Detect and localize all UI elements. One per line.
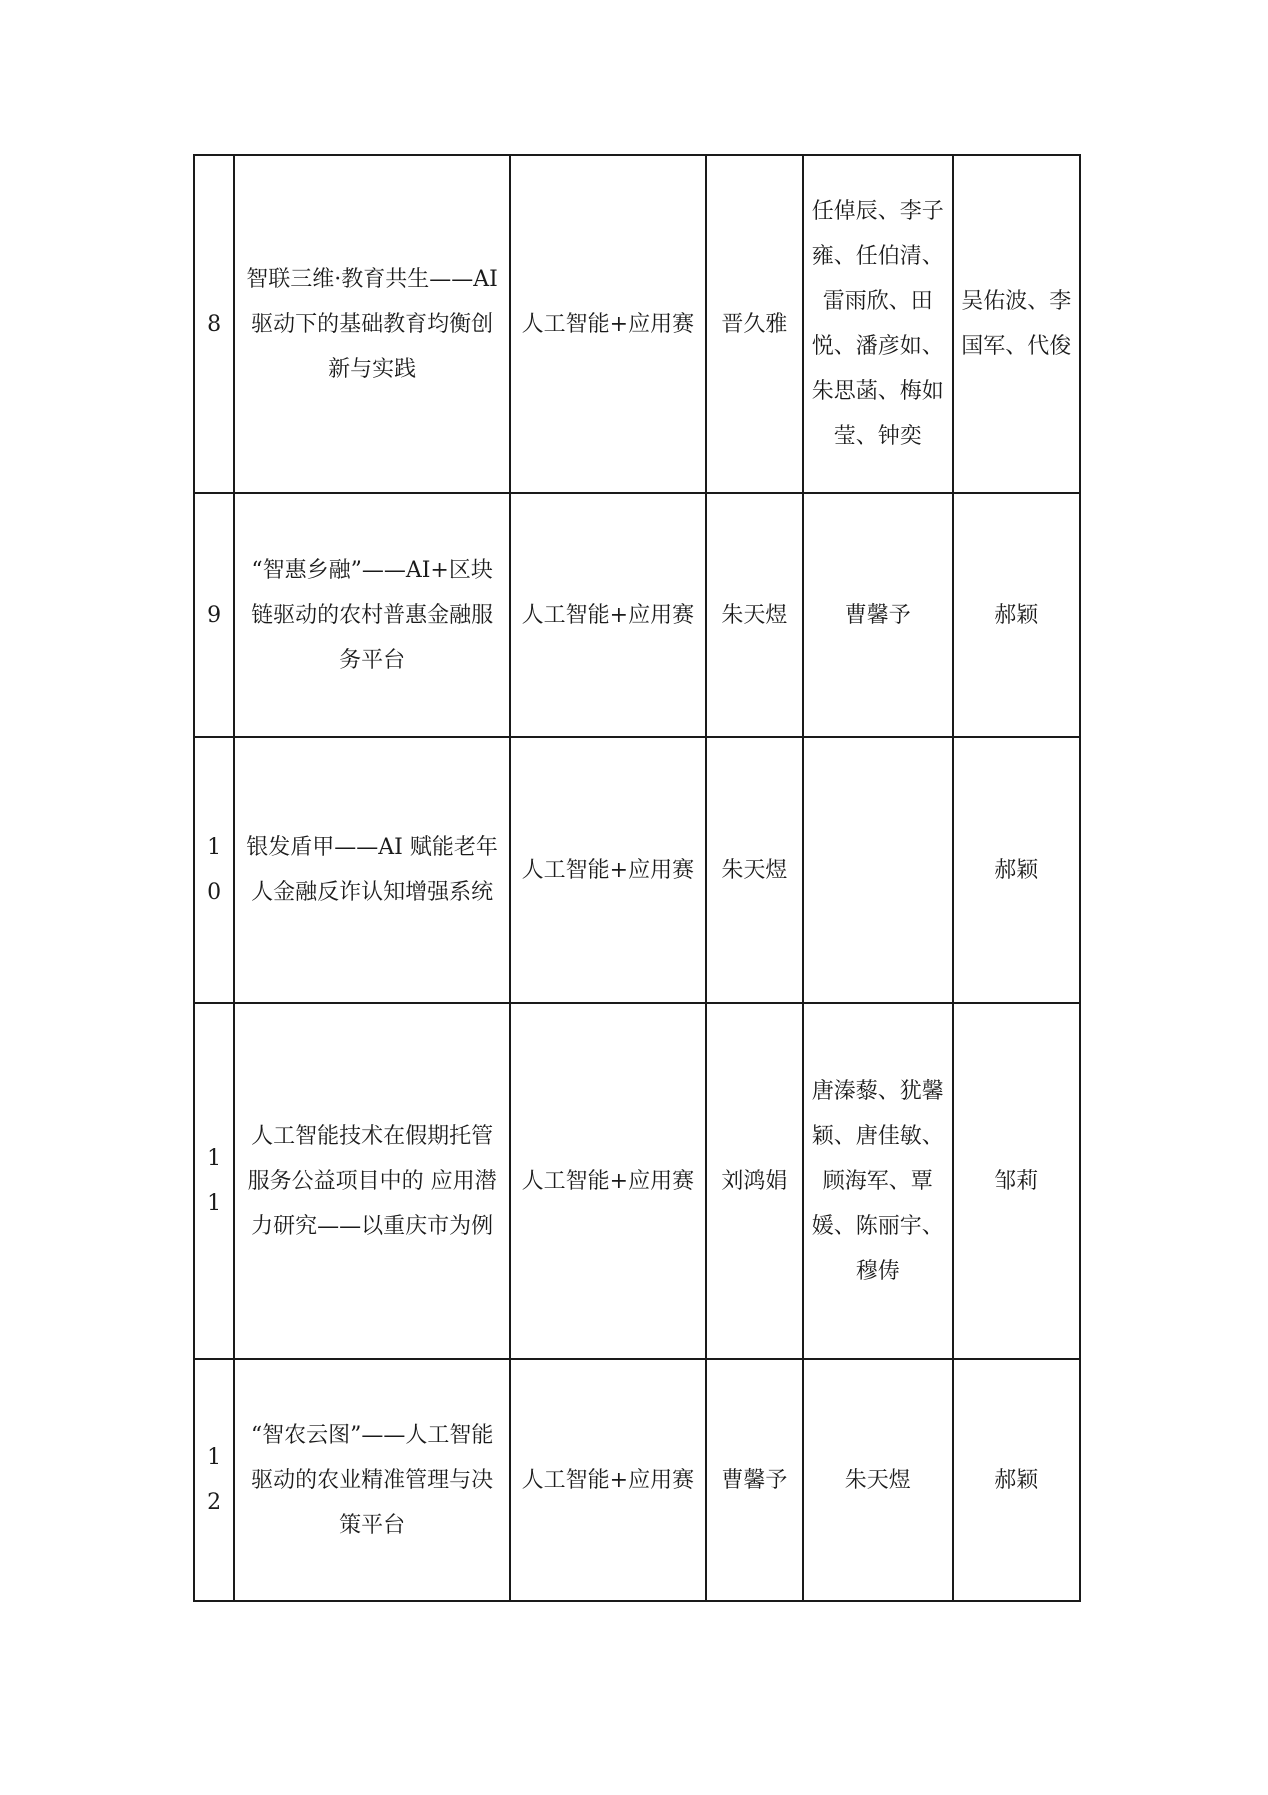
team-members: 任倬辰、李子雍、任伯清、雷雨欣、田悦、潘彦如、朱思菡、梅如莹、钟奕 bbox=[803, 155, 953, 493]
team-members: 唐溱藜、犹馨颖、唐佳敏、顾海军、覃媛、陈丽宇、穆俦 bbox=[803, 1003, 953, 1359]
row-number: 10 bbox=[194, 737, 234, 1003]
row-number: 8 bbox=[194, 155, 234, 493]
team-members: 曹馨予 bbox=[803, 493, 953, 737]
project-title: 银发盾甲——AI 赋能老年人金融反诈认知增强系统 bbox=[234, 737, 510, 1003]
competition-track: 人工智能+应用赛 bbox=[510, 1359, 706, 1601]
project-title: “智惠乡融”——AI+区块链驱动的农村普惠金融服务平台 bbox=[234, 493, 510, 737]
row-number: 11 bbox=[194, 1003, 234, 1359]
project-title: “智农云图”——人工智能驱动的农业精准管理与决策平台 bbox=[234, 1359, 510, 1601]
table-row bbox=[194, 737, 1080, 1003]
advisors: 吴佑波、李国军、代俊 bbox=[953, 155, 1080, 493]
team-leader: 刘鸿娟 bbox=[706, 1003, 803, 1359]
advisors: 郝颖 bbox=[953, 1359, 1080, 1601]
table-row bbox=[194, 155, 1080, 493]
team-members: 朱天煜 bbox=[803, 1359, 953, 1601]
advisors: 邹莉 bbox=[953, 1003, 1080, 1359]
table-row bbox=[194, 493, 1080, 737]
table-row bbox=[194, 1359, 1080, 1601]
project-title: 智联三维·教育共生——AI 驱动下的基础教育均衡创新与实践 bbox=[234, 155, 510, 493]
competition-track: 人工智能+应用赛 bbox=[510, 737, 706, 1003]
competition-track: 人工智能+应用赛 bbox=[510, 493, 706, 737]
project-title: 人工智能技术在假期托管服务公益项目中的 应用潜力研究——以重庆市为例 bbox=[234, 1003, 510, 1359]
team-leader: 朱天煜 bbox=[706, 493, 803, 737]
row-number: 9 bbox=[194, 493, 234, 737]
team-leader: 曹馨予 bbox=[706, 1359, 803, 1601]
advisors: 郝颖 bbox=[953, 493, 1080, 737]
table-row bbox=[194, 1003, 1080, 1359]
advisors: 郝颖 bbox=[953, 737, 1080, 1003]
competition-track: 人工智能+应用赛 bbox=[510, 1003, 706, 1359]
team-members bbox=[803, 737, 953, 1003]
competition-track: 人工智能+应用赛 bbox=[510, 155, 706, 493]
row-number: 12 bbox=[194, 1359, 234, 1601]
team-leader: 朱天煜 bbox=[706, 737, 803, 1003]
team-leader: 晋久雅 bbox=[706, 155, 803, 493]
competition-entries-table bbox=[193, 154, 1081, 1602]
